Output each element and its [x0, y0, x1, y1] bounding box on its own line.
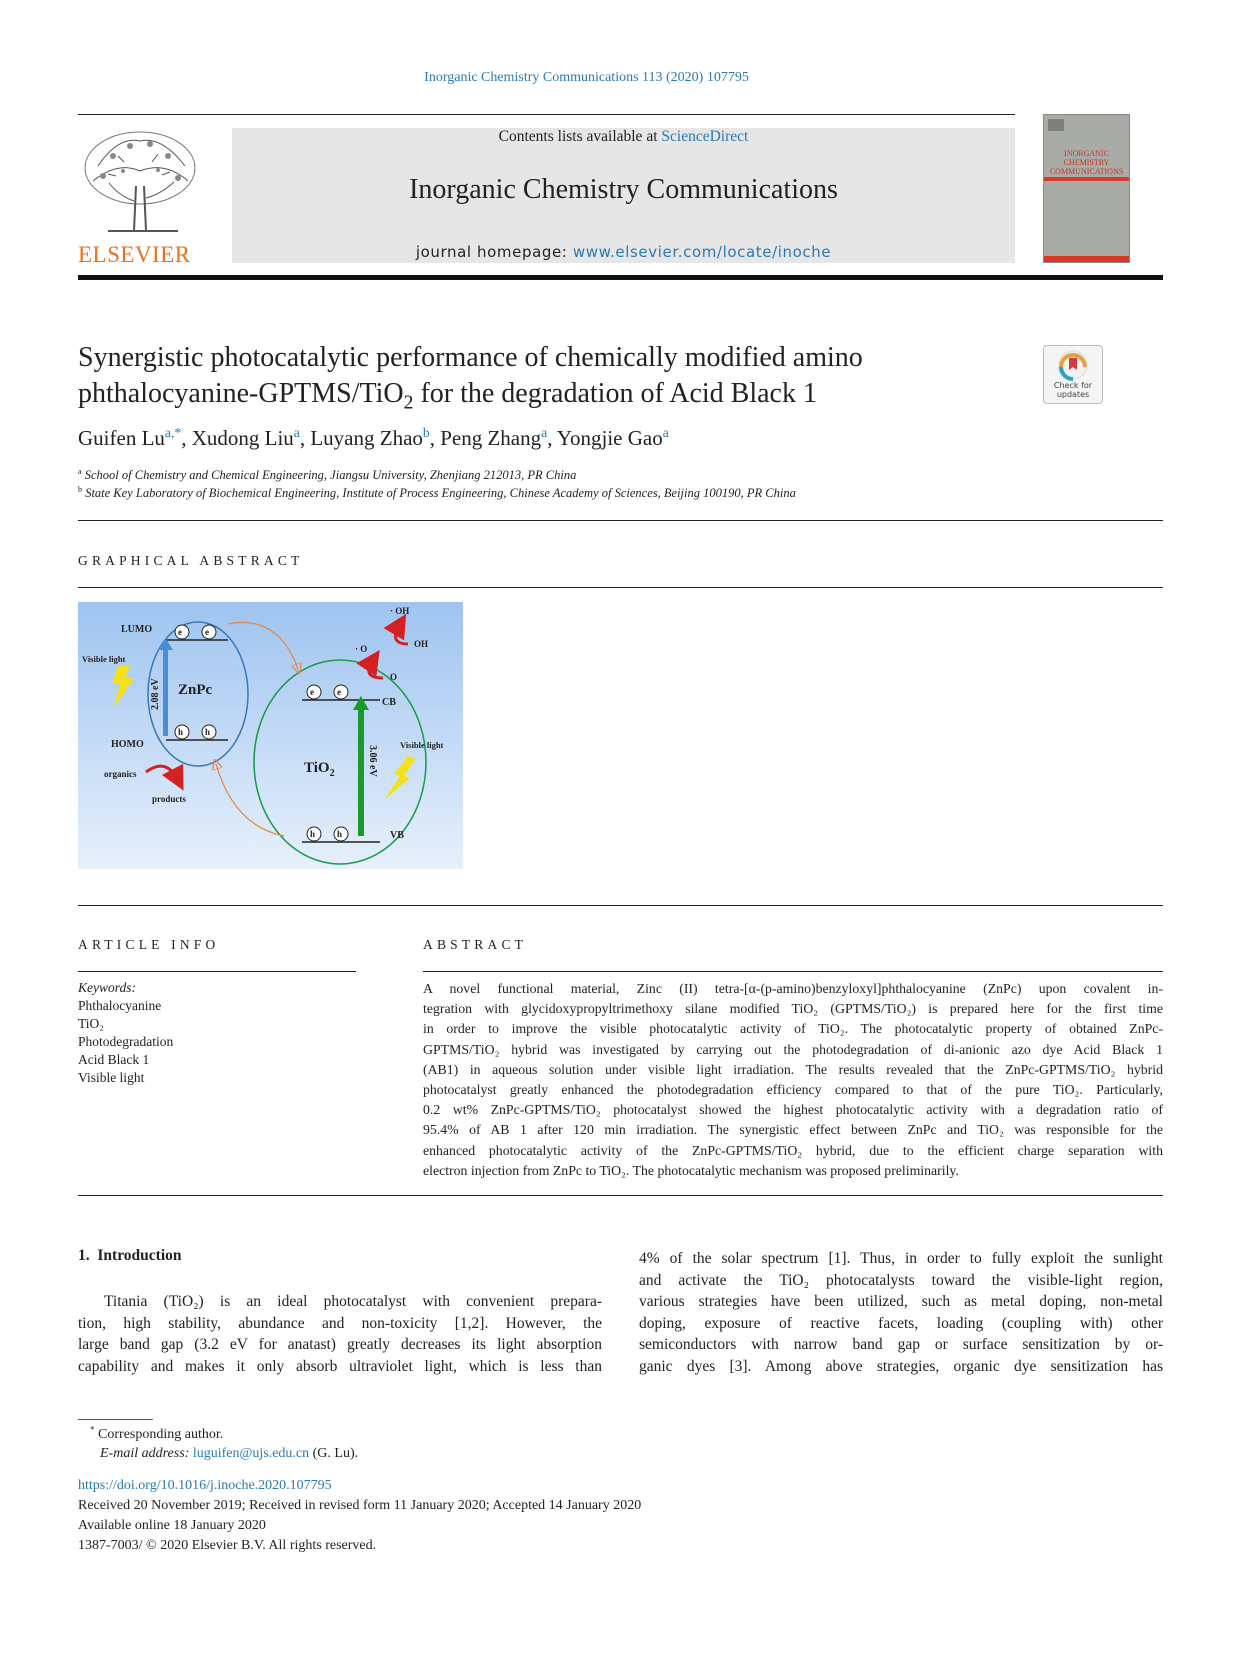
svg-text:h: h	[205, 727, 211, 737]
journal-cover[interactable]	[1043, 114, 1130, 263]
email-note: E-mail address: luguifen@ujs.edu.cn (G. Lu).	[100, 1446, 359, 1461]
available-online: Available online 18 January 2020	[78, 1518, 266, 1533]
article-title	[78, 340, 978, 412]
affiliation-b: $^b$ State Key Laboratory of Biochemical Engineering, Institute of Process Engineering, Chinese Academy of Sciences, Beijing 100190, PR China	[78, 484, 796, 500]
author-list: Guifen $Lu^{a,*}$, Xudong Liu$^a$, Luyang Zhao$^b$, Peng Zhang$^a$, Yongjie Gao$^a$	[78, 425, 669, 450]
doi-link[interactable]: https://doi.org/10.1016/j.inoche.2020.107795	[78, 1478, 332, 1493]
check-updates-icon	[1044, 349, 1102, 383]
znpc-gap-label: 2.08 eV	[150, 678, 161, 710]
abstract-line: (AB1) in aqueous solution under visible light irradiation. The results revealed that the ZnPc-GPTMS/TiO₂ hybrid	[423, 1061, 1163, 1077]
svg-text:h: h	[310, 829, 316, 839]
cover-red-band	[1044, 177, 1129, 181]
publication-info	[78, 1476, 641, 1556]
visible-light-label-1: Visible light	[82, 654, 126, 664]
rule-before-article-info	[78, 905, 1163, 906]
sciencedirect-link[interactable]: ScienceDirect	[661, 128, 749, 145]
cover-bottom-band	[1044, 256, 1129, 262]
check-for-updates-button[interactable]	[1043, 345, 1103, 404]
journal-reference[interactable]: Inorganic Chemistry Communications 113 (2020) 107795	[424, 70, 749, 85]
band-diagram	[78, 602, 463, 869]
svg-text:e: e	[178, 627, 182, 637]
intro-right-line: 4% of the solar spectrum [1]. Thus, in order to fully exploit the sunlight	[639, 1250, 1163, 1267]
abstract-line: A novel functional material, Zinc (II) tetra-[α-(p-amino)benzyloxyl]phthalocyanine (ZnPc) upon covalent in-	[423, 981, 1163, 996]
cover-title-line-1: INORGANIC	[1064, 149, 1109, 158]
elsevier-wordmark: ELSEVIER	[78, 242, 191, 267]
svg-text:e: e	[337, 687, 341, 697]
o2-label: O	[390, 672, 398, 682]
journal-name: Inorganic Chemistry Communications	[409, 174, 838, 205]
intro-left-column	[78, 1291, 602, 1377]
keywords-block	[78, 979, 173, 1087]
footnote	[90, 1425, 358, 1463]
svg-text:e: e	[310, 687, 314, 697]
tio2-gap-label: 3.06 eV	[367, 745, 378, 777]
elsevier-logo	[78, 126, 203, 266]
znpc-label: ZnPc	[178, 682, 213, 698]
affiliation-a: $^a$ School of Chemistry and Chemical Engineering, Jiangsu University, Zhenjiang 212013, PR China	[78, 466, 577, 482]
visible-light-label-2: Visible light	[400, 740, 444, 750]
svg-text:h: h	[337, 829, 343, 839]
keyword: Photodegradation	[78, 1034, 174, 1049]
keyword: Acid Black 1	[78, 1052, 150, 1067]
article-info-heading: ARTICLE INFO	[78, 937, 220, 952]
intro-right-line: various strategies have been utilized, such as metal doping, non-metal	[639, 1293, 1163, 1310]
received-dates: Received 20 November 2019; Received in revised form 11 January 2020; Accepted 14 January 2020	[78, 1498, 642, 1513]
abstract-heading: ABSTRACT	[423, 937, 528, 952]
intro-right-line: ganic dyes [3]. Among above strategies, organic dye sensitization has	[639, 1357, 1163, 1375]
cover-title-line-2: CHEMISTRY	[1063, 158, 1110, 167]
intro-left-line: tion, high stability, abundance and non-toxicity [1,2]. However, the	[78, 1314, 602, 1332]
keyword: Phthalocyanine	[78, 998, 162, 1013]
title-line-2: phthalocyanine-GPTMS/TiO$_2$ for the degradation of Acid Black 1	[78, 378, 817, 414]
znpc-gap-arrow	[163, 648, 168, 736]
vb-label: VB	[390, 830, 404, 841]
author[interactable]: Guifen $Lu^{a,*}$	[78, 425, 182, 450]
abstract-line: tegration with glycidoxypropyltrimethoxy silane modified TiO₂ (GPTMS/TiO₂) is prepared here for the first time	[423, 1001, 1163, 1017]
author[interactable]: Xudong Liu$^a$	[191, 425, 300, 450]
author[interactable]: Peng Zhang$^a$	[440, 425, 548, 450]
cover-title	[1044, 149, 1129, 176]
rule-article-info	[78, 971, 356, 972]
svg-text:e: e	[205, 627, 209, 637]
homepage-link[interactable]: www.elsevier.com/locate/inoche	[572, 243, 832, 261]
keyword: TiO₂	[78, 1016, 104, 1031]
homepage-prefix: journal homepage:	[415, 243, 573, 261]
contents-line	[232, 128, 1015, 146]
rule-after-abstract	[78, 1195, 1163, 1196]
rule-after-affiliations	[78, 520, 1163, 521]
intro-right-line: doping, exposure of reactive facets, loading (coupling with) other	[639, 1314, 1163, 1332]
cover-title-line-3: COMMUNICATIONS	[1049, 167, 1124, 176]
title-line-1: Synergistic photocatalytic performance of chemically modified amino	[78, 342, 863, 373]
oh-radical-label: · OH	[390, 606, 410, 616]
abstract-line: enhanced photocatalytic activity of the ZnPc-GPTMS/TiO₂ hybrid, due to the efficient charge separation with	[423, 1142, 1163, 1158]
products-label: products	[152, 794, 186, 804]
email-link[interactable]: luguifen@ujs.edu.cn	[192, 1446, 310, 1461]
copyright: 1387-7003/ © 2020 Elsevier B.V. All rights reserved.	[78, 1538, 377, 1553]
graphical-abstract-figure	[78, 602, 463, 869]
abstract-line: 95.4% of AB 1 after 120 min irradiation. The synergistic effect between ZnPc and TiO₂ was responsible for the	[423, 1122, 1163, 1138]
footnote-rule	[78, 1419, 153, 1420]
check-updates-label: Check for updates	[1053, 381, 1093, 399]
abstract-line: electron injection from ZnPc to TiO₂. The photocatalytic mechanism was proposed preliminarily.	[423, 1162, 959, 1178]
intro-left-line: Titania (TiO₂) is an ideal photocatalyst with convenient prepara-	[104, 1293, 602, 1310]
keyword: Visible light	[78, 1070, 145, 1085]
rule-abstract	[423, 971, 1163, 972]
svg-text:h: h	[178, 727, 184, 737]
corresponding-author-note: * Corresponding author.	[90, 1424, 224, 1442]
abstract-line: 0.2 wt% ZnPc-GPTMS/TiO₂ photocatalyst showed the highest photocatalytic activity with a degradation ratio of	[423, 1102, 1163, 1118]
oh-label: OH	[414, 639, 429, 649]
intro-right-line: semiconductors with narrow band gap or surface sensitization by or-	[639, 1336, 1163, 1353]
graphical-abstract-heading: GRAPHICAL ABSTRACT	[78, 553, 304, 568]
author[interactable]: Luyang Zhao$^b$	[310, 425, 430, 450]
author[interactable]: Yongjie Gao$^a$	[556, 425, 669, 450]
elsevier-tree-icon	[78, 126, 203, 236]
tio2-label: TiO$_2$	[304, 760, 335, 779]
abstract-line: photocatalyst greatly enhanced the photodegradation efficiency compared to that of the pure TiO₂. Particularly,	[423, 1082, 1163, 1098]
abstract-line: in order to improve the visible photocatalytic activity of TiO₂. The photocatalytic property of obtained ZnPc-	[423, 1021, 1163, 1037]
tio2-gap-arrow	[358, 708, 364, 836]
contents-prefix: Contents lists available at	[498, 128, 662, 145]
homo-label: HOMO	[111, 739, 144, 750]
affiliations	[78, 466, 796, 502]
keywords-label: Keywords:	[78, 980, 136, 995]
header-thick-rule	[78, 275, 1163, 280]
header-top-rule	[78, 114, 1015, 115]
abstract-line: GPTMS/TiO₂ hybrid was investigated by carrying out the photodegradation of di-anionic azo dye Acid Black 1	[423, 1041, 1163, 1057]
intro-left-line: capability and makes it only absorb ultraviolet light, which is less than	[78, 1357, 602, 1375]
intro-heading: 1. Introduction	[78, 1247, 182, 1264]
o2-radical-label: · O	[355, 644, 368, 654]
intro-right-line: and activate the TiO₂ photocatalysts toward the visible-light region,	[639, 1271, 1163, 1289]
lumo-label: LUMO	[121, 624, 153, 635]
cb-label: CB	[382, 697, 396, 708]
intro-left-line: large band gap (3.2 eV for anatast) greatly decreases its light absorption	[78, 1336, 602, 1353]
homepage-line	[232, 243, 1015, 261]
organics-label: organics	[104, 769, 137, 779]
abstract-body	[423, 979, 1163, 1181]
rule-graphical-abstract	[78, 587, 1163, 588]
intro-right-column	[639, 1248, 1163, 1377]
journal-banner	[232, 128, 1015, 263]
cover-top-band	[1048, 119, 1064, 131]
